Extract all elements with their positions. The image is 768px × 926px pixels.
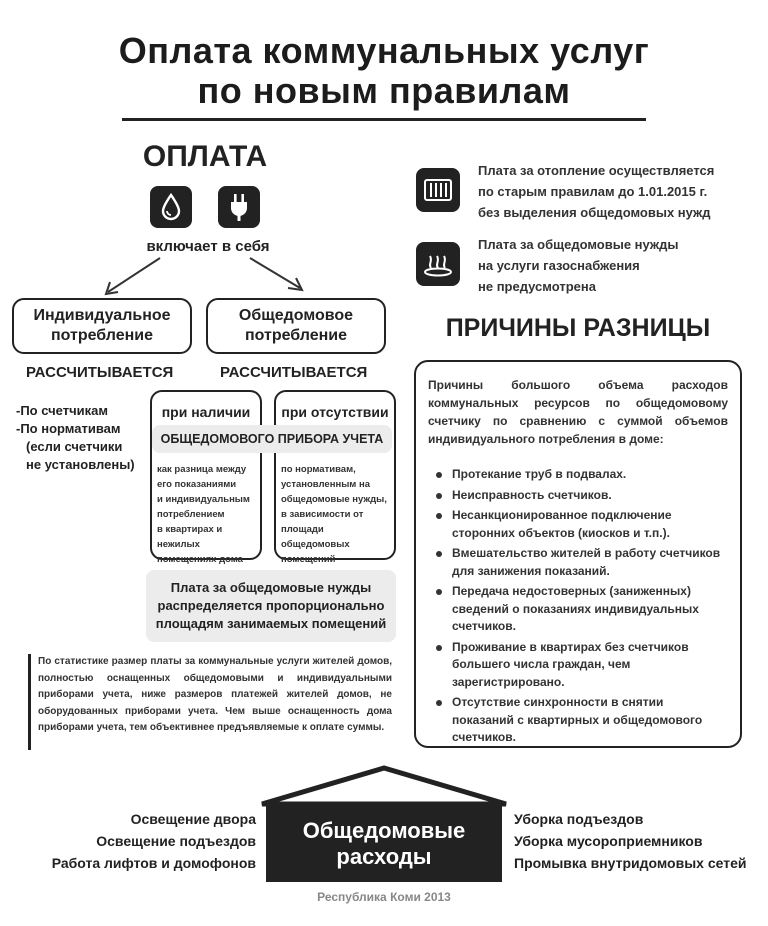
page-title-line1: Оплата коммунальных услуг bbox=[118, 30, 650, 71]
includes-label: включает в себя bbox=[146, 238, 270, 255]
gas-note-line: Плата за общедомовые нужды bbox=[478, 237, 679, 252]
common-consumption-box bbox=[206, 298, 386, 354]
expense-item: Уборка мусороприемников bbox=[514, 833, 703, 849]
individual-calculated-label: РАССЧИТЫВАЕТСЯ bbox=[26, 364, 174, 381]
expense-item: Промывка внутридомовых сетей bbox=[514, 855, 747, 871]
reason-item: Протекание труб в подвалах. bbox=[434, 466, 724, 484]
expense-item: Уборка подъездов bbox=[514, 811, 644, 827]
distribution-line: Плата за общедомовые нужды bbox=[170, 580, 372, 595]
water-drop-icon bbox=[150, 186, 192, 228]
without-meter-line: в зависимости от bbox=[281, 509, 364, 520]
heating-note-line: Плата за отопление осуществляется bbox=[478, 163, 715, 178]
branch-arrows bbox=[90, 252, 330, 300]
with-meter-description bbox=[152, 462, 260, 567]
individual-method-item: -По нормативам bbox=[16, 421, 121, 436]
expense-item: Освещение подъездов bbox=[96, 833, 256, 849]
with-meter-box bbox=[150, 390, 262, 565]
without-meter-label: при отсутствии bbox=[281, 404, 389, 420]
heating-note bbox=[478, 160, 714, 223]
statistics-rule bbox=[28, 654, 31, 750]
gas-flame-icon bbox=[416, 242, 460, 286]
common-title-line1: Общедомовое bbox=[238, 307, 354, 324]
reason-item: Вмешательство жителей в работу счетчиков для занижения показаний. bbox=[434, 545, 724, 580]
expenses-left-list bbox=[20, 808, 256, 874]
reasons-intro: Причины большого объема расходов коммунальных ресурсов по общедомовому счетчику по сравнению с суммой объемов индивидуального потребления в доме: bbox=[428, 378, 728, 446]
without-meter-line: помещений bbox=[281, 554, 336, 565]
reasons-heading: ПРИЧИНЫ РАЗНИЦЫ bbox=[445, 314, 711, 342]
statistics-text: По статистике размер платы за коммунальные услуги жителей домов, полностью оснащенных общедомовыми и индивидуальными приборами учета, ниже размеров платежей жителей домов, не оборудованных приборами учета. Чем выше оснащенность дома приборами учета, тем объективнее предъявляемые к оплате суммы. bbox=[38, 656, 392, 733]
expense-item: Работа лифтов и домофонов bbox=[51, 855, 256, 871]
without-meter-box bbox=[274, 390, 396, 565]
with-meter-line: потреблением bbox=[157, 509, 225, 520]
reasons-box bbox=[414, 360, 742, 748]
common-calculated-label: РАССЧИТЫВАЕТСЯ bbox=[220, 364, 368, 381]
without-meter-line: установленным на bbox=[281, 479, 370, 490]
footer-credit: Республика Коми 2013 bbox=[317, 890, 451, 904]
individual-consumption-box bbox=[12, 298, 192, 354]
gas-note-line: не предусмотрена bbox=[478, 279, 596, 294]
individual-title-line1: Индивидуальное bbox=[33, 307, 171, 324]
distribution-note bbox=[156, 579, 386, 633]
with-meter-label: при наличии bbox=[161, 404, 251, 420]
common-expenses-line2: расходы bbox=[336, 844, 432, 869]
common-meter-label: ОБЩЕДОМОВОГО ПРИБОРА УЧЕТА bbox=[160, 432, 384, 446]
individual-method-item: (если счетчики bbox=[26, 439, 123, 454]
individual-method-item: -По счетчикам bbox=[16, 403, 108, 418]
with-meter-line: его показаниями bbox=[157, 479, 237, 490]
reasons-list bbox=[434, 466, 724, 750]
page-title-line2: по новым правилам bbox=[197, 70, 571, 111]
heating-note-line: без выделения общедомовых нужд bbox=[478, 205, 711, 220]
individual-methods-list bbox=[16, 402, 135, 474]
without-meter-line: площади bbox=[281, 524, 324, 535]
reason-item: Неисправность счетчиков. bbox=[434, 487, 724, 505]
without-meter-line: по нормативам, bbox=[281, 464, 356, 475]
individual-title-line2: потребление bbox=[50, 327, 154, 344]
electric-plug-icon bbox=[218, 186, 260, 228]
radiator-icon bbox=[416, 168, 460, 212]
expense-item: Освещение двора bbox=[130, 811, 256, 827]
meter-label-band bbox=[152, 425, 392, 453]
gas-note-line: на услуги газоснабжения bbox=[478, 258, 640, 273]
gas-note bbox=[478, 234, 679, 297]
with-meter-line: помещениях дома bbox=[157, 554, 243, 565]
with-meter-line: в квартирах и bbox=[157, 524, 223, 535]
without-meter-line: общедомовые нужды, bbox=[281, 494, 387, 505]
with-meter-line: нежилых bbox=[157, 539, 200, 550]
expenses-right-list bbox=[514, 808, 764, 874]
common-expenses-line1: Общедомовые bbox=[302, 818, 466, 843]
reason-item: Отсутствие синхронности в снятии показаний с квартирных и общедомового счетчиков. bbox=[434, 694, 724, 747]
with-meter-line: как разница между bbox=[157, 464, 247, 475]
reason-item: Проживание в квартирах без счетчиков большего числа граждан, чем зарегистрировано. bbox=[434, 639, 724, 692]
title-divider bbox=[122, 118, 646, 121]
distribution-line: распределяется пропорционально bbox=[157, 598, 385, 613]
without-meter-description bbox=[276, 462, 394, 567]
common-expenses-label bbox=[266, 806, 502, 882]
heating-note-line: по старым правилам до 1.01.2015 г. bbox=[478, 184, 708, 199]
common-title-line2: потребление bbox=[244, 327, 348, 344]
payment-heading: ОПЛАТА bbox=[142, 140, 268, 173]
without-meter-line: общедомовых bbox=[281, 539, 350, 550]
reason-item: Несанкционированное подключение сторонних объектов (киосков и т.п.). bbox=[434, 507, 724, 542]
reason-item: Передача недостоверных (заниженных) сведений о показаниях индивидуальных счетчиков. bbox=[434, 583, 724, 636]
distribution-line: площадям занимаемых помещений bbox=[155, 616, 387, 631]
with-meter-line: и индивидуальным bbox=[157, 494, 250, 505]
individual-method-item: не установлены) bbox=[26, 457, 135, 472]
house-roof bbox=[256, 764, 512, 810]
distribution-note-box bbox=[146, 570, 396, 642]
